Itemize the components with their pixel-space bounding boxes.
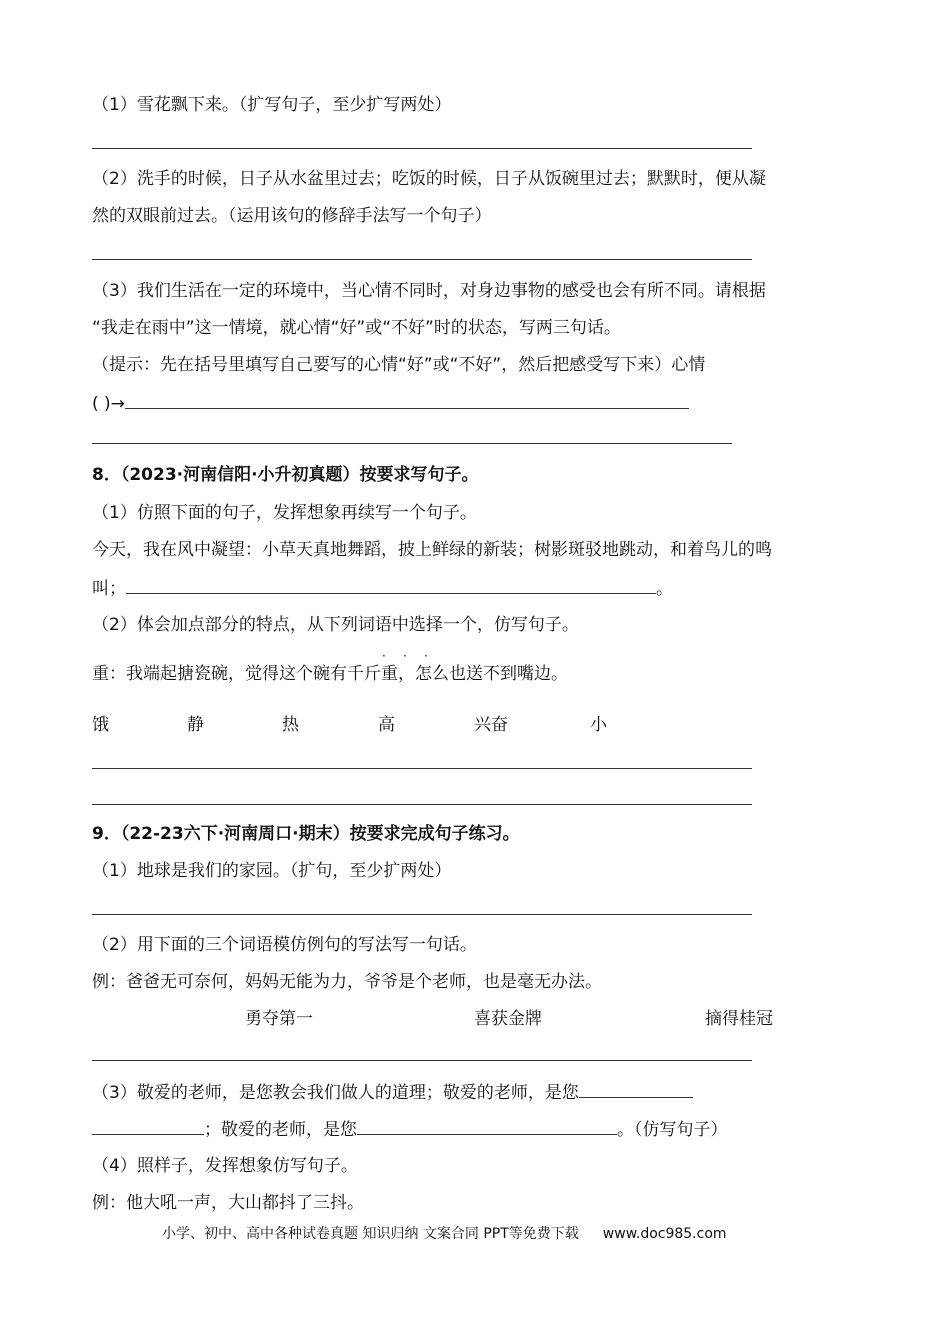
word-option: 热 — [282, 715, 299, 735]
q9-part3-line2 — [92, 1118, 728, 1141]
q7-part1: （1）雪花飘下来。（扩写句子，至少扩写两处） — [92, 95, 452, 115]
q8-part2: （2）体会加点部分的特点，从下列词语中选择一个，仿写句子。 — [92, 615, 579, 635]
sentence-start: 叫； — [92, 579, 126, 599]
word-option: 高 — [378, 715, 395, 735]
answer-line[interactable] — [126, 577, 656, 594]
word-option: 兴奋 — [474, 715, 508, 735]
answer-line[interactable] — [92, 259, 752, 260]
q7-part3-line1: （3）我们生活在一定的环境中，当心情不同时，对身边事物的感受也会有所不同。请根据 — [92, 281, 766, 301]
answer-line[interactable] — [579, 1081, 693, 1098]
answer-line[interactable] — [92, 914, 752, 915]
word-option: 静 — [187, 715, 204, 735]
footer-url[interactable]: www.doc985.com — [602, 1226, 727, 1242]
word-option: 小 — [590, 715, 607, 735]
q9-part2: （2）用下面的三个词语模仿例句的写法写一句话。 — [92, 935, 477, 955]
sentence-end: 。 — [656, 579, 673, 599]
q9-part4: （4）照样子，发挥想象仿写句子。 — [92, 1156, 358, 1176]
word-option: 喜获金牌 — [474, 1009, 542, 1029]
answer-line[interactable] — [92, 1118, 204, 1135]
answer-line[interactable] — [125, 392, 689, 409]
q8-title: 8．（2023·河南信阳·小升初真题）按要求写句子。 — [92, 465, 479, 485]
answer-line[interactable] — [357, 1118, 617, 1135]
q9-part4-example: 例：他大吼一声，大山都抖了三抖。 — [92, 1193, 364, 1213]
word-option: 勇夺第一 — [245, 1009, 313, 1029]
q7-part3-line2: “我走在雨中”这一情境，就心情“好”或“不好”时的状态，写两三句话。 — [92, 318, 621, 338]
q9-part3-line1 — [92, 1081, 693, 1104]
q7-part2-line1: （2）洗手的时候，日子从水盆里过去；吃饭的时候，日子从饭碗里过去；默默时，便从凝 — [92, 169, 766, 189]
sentence-end: 。（仿写句子） — [617, 1120, 728, 1140]
word-option: 饿 — [92, 715, 109, 735]
answer-line[interactable] — [92, 804, 752, 805]
emphasis-dot: · — [382, 649, 386, 663]
emphasis-dot: · — [403, 649, 407, 663]
emphasis-dot: · — [424, 649, 428, 663]
q7-part2-line2: 然的双眼前过去。（运用该句的修辞手法写一个句子） — [92, 206, 492, 226]
q7-part3-hint: （提示：先在括号里填写自己要写的心情“好”或“不好”，然后把感受写下来）心情 — [92, 355, 706, 375]
q8-part1-sentence-line1: 今天，我在风中凝望：小草天真地舞蹈，披上鲜绿的新装；树影斑驳地跳动，和着鸟儿的鸣 — [92, 540, 772, 560]
word-option: 摘得桂冠 — [705, 1009, 773, 1029]
q9-title: 9．（22-23六下·河南周口·期末）按要求完成句子练习。 — [92, 824, 520, 844]
sentence-middle: ；敬爱的老师，是您 — [204, 1120, 357, 1140]
answer-line[interactable] — [92, 1060, 752, 1061]
q9-part1: （1）地球是我们的家园。（扩句，至少扩两处） — [92, 861, 452, 881]
answer-line[interactable] — [92, 148, 752, 149]
answer-line[interactable] — [92, 768, 752, 769]
q8-part1-sentence-line2 — [92, 577, 673, 600]
footer-text: 小学、初中、高中各种试卷真题 知识归纳 文案合同 PPT等免费下载 — [162, 1226, 579, 1242]
sentence-start: （3）敬爱的老师，是您教会我们做人的道理；敬爱的老师，是您 — [92, 1083, 579, 1103]
q9-part2-example: 例：爸爸无可奈何，妈妈无能为力，爷爷是个老师，也是毫无办法。 — [92, 972, 602, 992]
page-footer — [162, 1224, 727, 1244]
q8-part2-example: 重：我端起搪瓷碗，觉得这个碗有千斤重，怎么也送不到嘴边。 — [92, 664, 568, 684]
q7-part3-mood-line — [92, 392, 689, 415]
answer-line[interactable] — [92, 443, 732, 444]
q8-part1: （1）仿照下面的句子，发挥想象再续写一个句子。 — [92, 503, 477, 523]
mood-bracket-arrow: ( )→ — [92, 394, 125, 414]
